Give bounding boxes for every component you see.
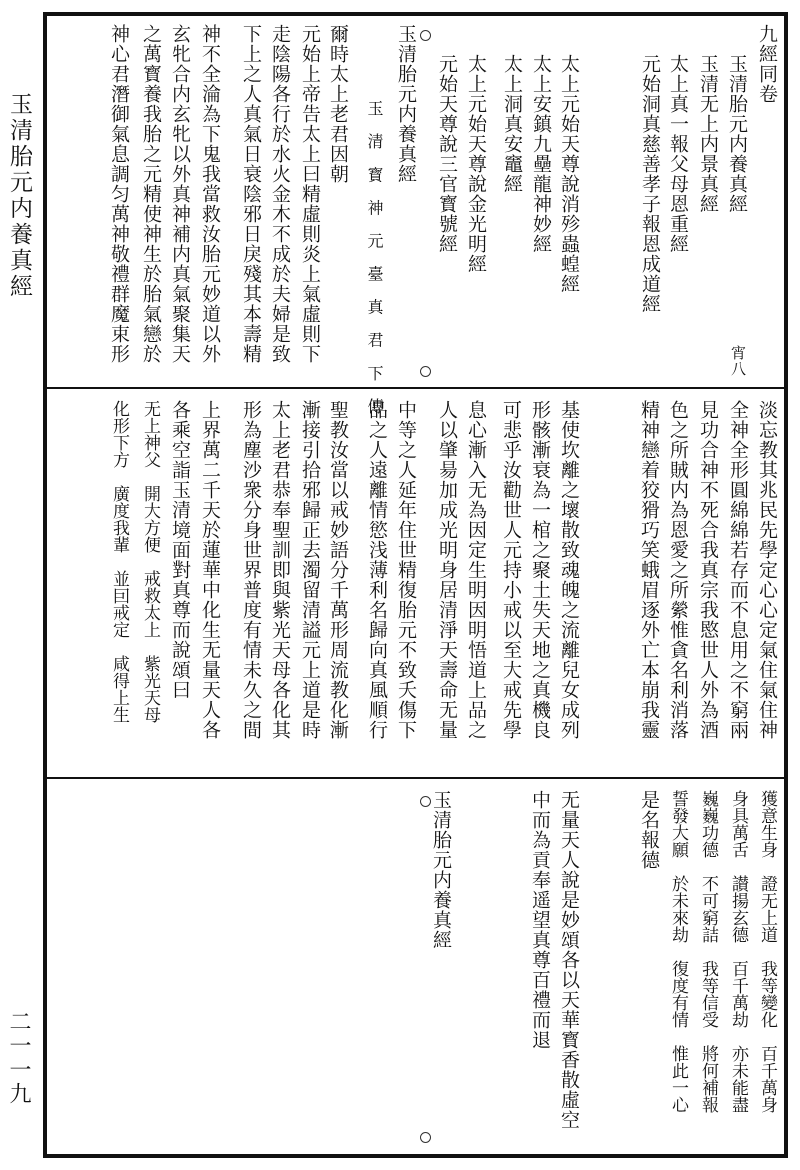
end-title: 玉清胎元内養真經: [430, 790, 452, 950]
toc-entry: 元始洞真慈善孝子報恩成道經: [639, 54, 661, 314]
text-column: 上界萬二千天於蓮華中化生无量天人各: [199, 400, 221, 740]
text-column: 見功合神不死合我真宗我愍世人外為酒: [697, 400, 719, 740]
toc-entry: 元始天尊說三官寳號經: [436, 54, 458, 254]
text-column: 息心漸入无為因定生明因明悟道上品之: [465, 400, 487, 740]
verse-column: 巍巍功德 不可窮詰 我等信受 將何補報: [698, 790, 718, 1113]
text-column: 无量天人說是妙頌各以天華寳香散虛空: [558, 790, 580, 1130]
text-column: 可悲乎汝勸世人元持小戒以至大戒先學: [500, 400, 522, 740]
margin-page-number: 二一一九: [6, 1010, 31, 1106]
verse-column: 身具萬舌 讃揚玄德 百千萬劫 亦未能盡: [728, 790, 748, 1113]
text-column: 品之人遠離情慾浅薄利名歸向真風順行: [366, 400, 388, 740]
text-column: 精神戀着狡猾巧笑蛾眉逐外亡本崩我靈: [638, 400, 660, 740]
section-title: 九經同卷: [756, 24, 778, 104]
transmission-line: 玉 清 寳 神 元 臺 真 君 下 傳: [365, 100, 384, 420]
toc-entry: 太上安鎮九壘龍神妙經: [530, 54, 552, 254]
punch-circle: [420, 1132, 431, 1143]
text-column: 神不全淪為下鬼我當救汝胎元妙道以外: [199, 24, 221, 364]
text-column: 走陰陽各行於水火金木不成於夫婦是致: [269, 24, 291, 364]
text-column: 漸接引拾邪歸正去濁留清謚元上道是時: [299, 400, 321, 740]
text-column: 之萬寳養我胎之元精使神生於胎氣戀於: [140, 24, 162, 364]
text-column: 淡忘教其兆民先學定心心定氣住氣住神: [756, 400, 778, 740]
verse-column: 誓發大願 於未來劫 復度有情 惟此一心: [668, 790, 688, 1113]
text-column: 是名報德: [638, 790, 660, 870]
toc-entry: 玉清胎元内養真經: [726, 54, 748, 214]
section-divider-2: [47, 777, 784, 779]
text-column: 中等之人延年住世精復胎元不致夭傷下: [395, 400, 417, 740]
scripture-title: 玉清胎元内養真經: [395, 24, 417, 184]
margin-book-title: 玉清胎元内養真經: [6, 92, 32, 300]
verse-column: 獲意生身 證无上道 我等變化 百千萬身: [757, 790, 777, 1113]
verse-column: 化形下方 廣度我輩 並囙戒定 咸得上生: [109, 400, 129, 723]
punch-circle: [420, 366, 431, 377]
verse-column: 无上神父 開大方便 戒救太上 紫光天母: [140, 400, 160, 723]
text-column: 基使坎離之壞散致魂魄之流離兒女成列: [558, 400, 580, 740]
text-column: 爾時太上老君因朝: [327, 24, 349, 184]
toc-entry: 太上洞真安竈經: [501, 54, 523, 194]
punch-circle: [420, 30, 431, 41]
toc-entry: 太上真一報父母恩重經: [667, 54, 689, 254]
text-column: 元始上帝告太上曰精虛則炎上氣虛則下: [299, 24, 321, 364]
toc-entry: 太上元始天尊說消殄蟲蝗經: [558, 54, 580, 294]
text-column: 全神全形圓綿綿若存而不息用之不窮兩: [727, 400, 749, 740]
text-column: 玄牝合内玄牝以外真神補内真氣聚集天: [169, 24, 191, 364]
text-column: 太上老君恭奉聖訓即與紫光天母各化其: [269, 400, 291, 740]
toc-entry: 太上元始天尊說金光明經: [465, 54, 487, 274]
text-column: 中而為貢奉遥望真尊百禮而退: [529, 790, 551, 1050]
text-column: 形為塵沙衆分身世界普度有情未久之間: [240, 400, 262, 740]
text-column: 下上之人真氣日衰陰邪日戾殘其本壽精: [240, 24, 262, 364]
text-column: 各乘空詣玉清境面對真尊而說頌曰: [169, 400, 191, 700]
text-column: 形骸漸衰為一棺之聚土失天地之真機良: [529, 400, 551, 740]
text-column: 人以肇昜加成光明身居清淨天壽命无量: [436, 400, 458, 740]
text-column: 聖教汝當以戒妙語分千萬形周流教化漸: [327, 400, 349, 740]
page-mark: 宵八: [729, 345, 747, 377]
text-column: 色之所賊内為恩愛之所縈惟貪名利消落: [667, 400, 689, 740]
text-column: 神心君潛御氣息調匀萬神敬禮群魔束形: [108, 24, 130, 364]
toc-entry: 玉清无上内景真經: [697, 54, 719, 214]
section-divider-1: [47, 387, 784, 389]
